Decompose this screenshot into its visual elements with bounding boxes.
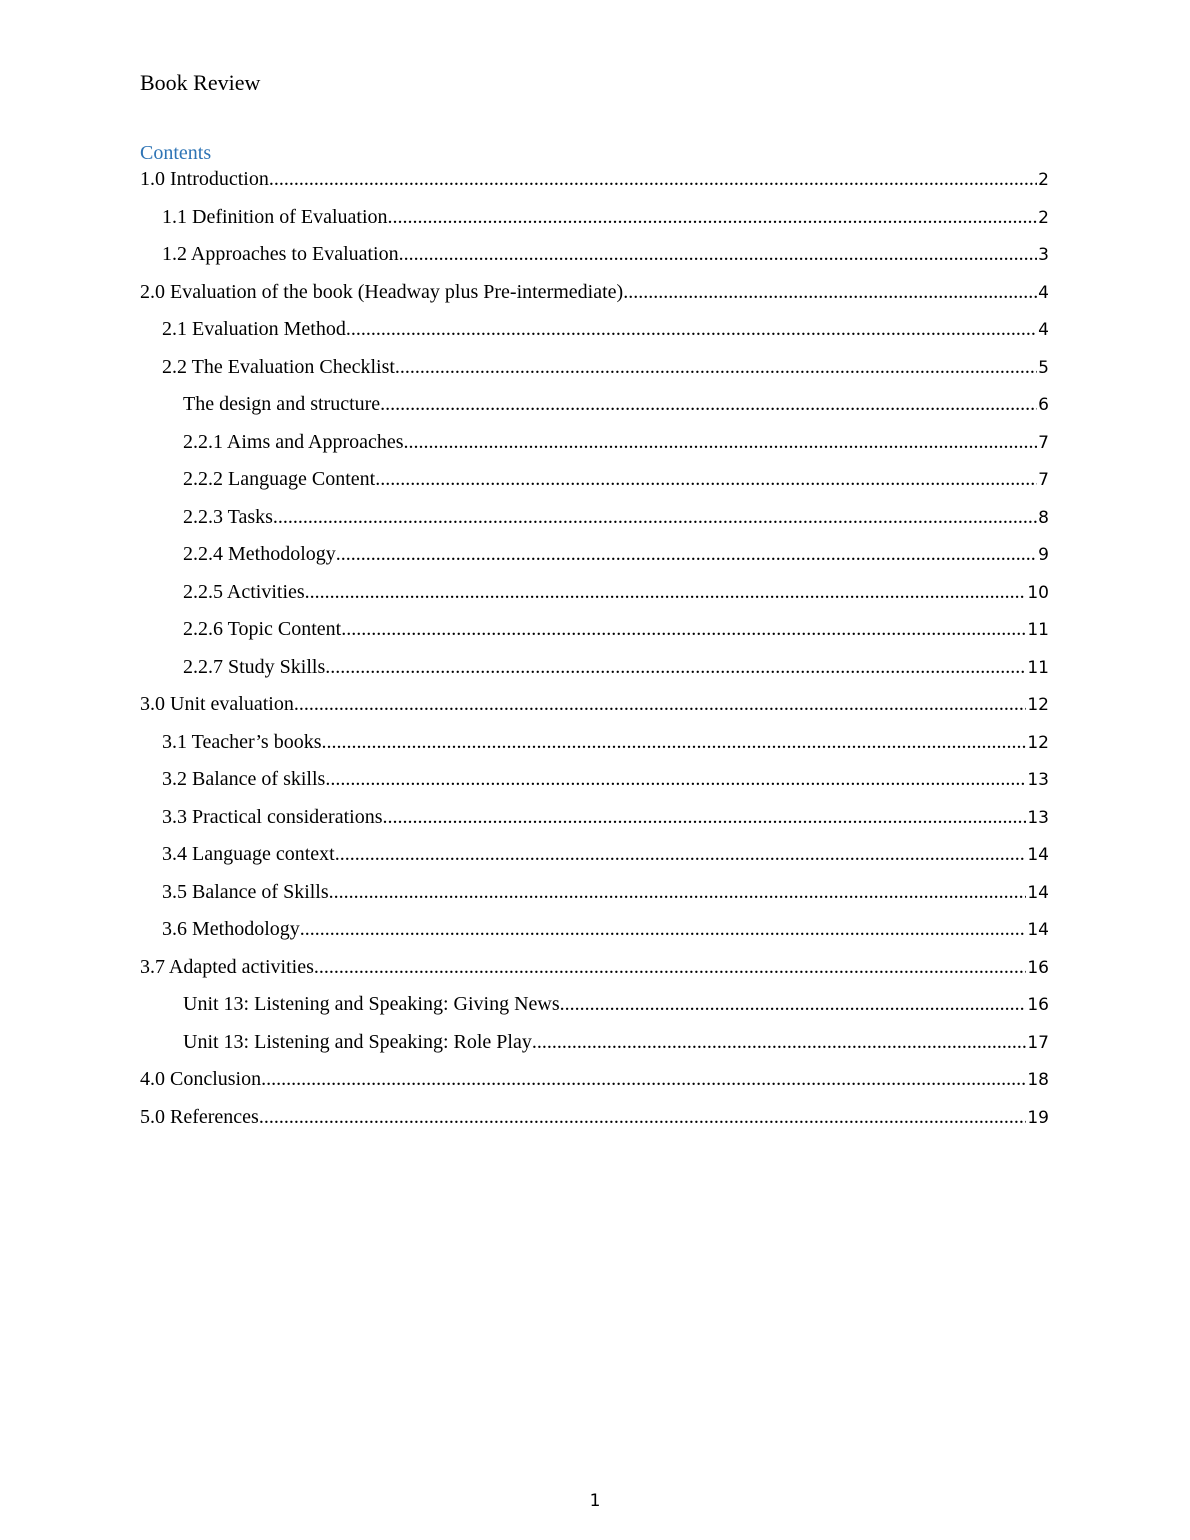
toc-dot-leader bbox=[269, 165, 1037, 193]
toc-entry-title[interactable]: 2.2.7 Study Skills bbox=[183, 655, 326, 678]
toc-dot-leader bbox=[532, 1028, 1027, 1056]
toc-entry-title[interactable]: 2.2.3 Tasks bbox=[183, 505, 273, 528]
toc-entry-page-number[interactable]: 7 bbox=[1038, 432, 1049, 453]
toc-entry[interactable] bbox=[140, 1028, 1049, 1066]
toc-entry-title[interactable]: 3.2 Balance of skills bbox=[162, 768, 326, 790]
toc-entry[interactable] bbox=[140, 840, 1049, 878]
toc-heading: Contents bbox=[140, 142, 212, 164]
toc-entry-page-number[interactable]: 13 bbox=[1027, 770, 1049, 790]
toc-dot-leader bbox=[325, 765, 1026, 793]
toc-dot-leader bbox=[261, 1065, 1026, 1093]
toc-dot-leader bbox=[341, 615, 1026, 643]
toc-entry-title[interactable]: 3.4 Language context bbox=[162, 843, 335, 865]
toc-entry-page-number[interactable]: 11 bbox=[1027, 620, 1049, 640]
toc-entry-title[interactable]: 3.3 Practical considerations bbox=[162, 805, 383, 828]
toc-entry-title[interactable]: Unit 13: Listening and Speaking: Giving News bbox=[183, 993, 560, 1015]
toc-entry[interactable] bbox=[140, 765, 1049, 803]
toc-entry[interactable] bbox=[140, 953, 1049, 991]
toc-dot-leader bbox=[335, 840, 1027, 868]
toc-entry-title[interactable]: 2.1 Evaluation Method bbox=[162, 318, 346, 340]
toc-entry[interactable] bbox=[140, 353, 1049, 391]
toc-entry-title[interactable]: 4.0 Conclusion bbox=[140, 1068, 262, 1090]
toc-entry[interactable] bbox=[140, 390, 1049, 428]
toc-entry-page-number[interactable]: 11 bbox=[1027, 657, 1049, 678]
toc-entry-page-number[interactable]: 4 bbox=[1038, 282, 1049, 303]
toc-entry-page-number[interactable]: 2 bbox=[1038, 170, 1049, 190]
toc-entry-page-number[interactable]: 3 bbox=[1038, 245, 1049, 265]
toc-entry-page-number[interactable]: 14 bbox=[1027, 845, 1049, 865]
toc-dot-leader bbox=[404, 428, 1038, 456]
toc-entry[interactable] bbox=[140, 990, 1049, 1028]
toc-entry-page-number[interactable]: 8 bbox=[1038, 507, 1049, 528]
toc-entry-page-number[interactable]: 2 bbox=[1038, 207, 1049, 228]
toc-entry-page-number[interactable]: 16 bbox=[1027, 957, 1049, 978]
toc-entry[interactable] bbox=[140, 1103, 1049, 1141]
toc-dot-leader bbox=[395, 353, 1037, 381]
toc-dot-leader bbox=[305, 578, 1027, 606]
toc-entry-title[interactable]: 2.0 Evaluation of the book (Headway plus Pre-intermediate) bbox=[140, 280, 624, 303]
toc-entry[interactable] bbox=[140, 803, 1049, 841]
toc-entry[interactable] bbox=[140, 165, 1049, 203]
toc-dot-leader bbox=[325, 653, 1026, 681]
toc-entry-page-number[interactable]: 6 bbox=[1038, 395, 1049, 415]
toc-dot-leader bbox=[259, 1103, 1027, 1131]
toc-entry-title[interactable]: 5.0 References bbox=[140, 1105, 259, 1128]
toc-dot-leader bbox=[383, 803, 1027, 831]
toc-entry-title[interactable]: 2.2.5 Activities bbox=[183, 580, 305, 603]
toc-entry[interactable] bbox=[140, 503, 1049, 541]
toc-dot-leader bbox=[560, 990, 1027, 1018]
toc-entry[interactable] bbox=[140, 240, 1049, 278]
toc-entry-page-number[interactable]: 13 bbox=[1027, 807, 1049, 828]
toc-entry-page-number[interactable]: 18 bbox=[1027, 1070, 1049, 1090]
toc-entry[interactable] bbox=[140, 578, 1049, 616]
toc-dot-leader bbox=[329, 878, 1027, 906]
toc-dot-leader bbox=[346, 315, 1037, 343]
toc-entry-title[interactable]: 1.2 Approaches to Evaluation bbox=[162, 243, 399, 265]
toc-entry-title[interactable]: 1.0 Introduction bbox=[140, 168, 269, 190]
toc-dot-leader bbox=[623, 278, 1037, 306]
toc-entry-page-number[interactable]: 17 bbox=[1027, 1032, 1049, 1053]
toc-entry[interactable] bbox=[140, 615, 1049, 653]
toc-entry[interactable] bbox=[140, 428, 1049, 466]
toc-dot-leader bbox=[375, 465, 1037, 493]
toc-entry[interactable] bbox=[140, 315, 1049, 353]
toc-entry[interactable] bbox=[140, 465, 1049, 503]
toc-entry[interactable] bbox=[140, 728, 1049, 766]
toc-entry-title[interactable]: 2.2.1 Aims and Approaches bbox=[183, 430, 404, 453]
toc-entry-title[interactable]: 2.2.4 Methodology bbox=[183, 543, 336, 565]
table-of-contents bbox=[140, 165, 1049, 1140]
toc-entry[interactable] bbox=[140, 915, 1049, 953]
toc-entry-page-number[interactable]: 14 bbox=[1027, 920, 1049, 940]
toc-entry[interactable] bbox=[140, 878, 1049, 916]
toc-entry-title[interactable]: 2.2.6 Topic Content bbox=[183, 618, 342, 640]
toc-entry[interactable] bbox=[140, 690, 1049, 728]
toc-dot-leader bbox=[300, 915, 1027, 943]
toc-entry-title[interactable]: The design and structure bbox=[183, 393, 381, 415]
toc-entry-title[interactable]: 2.2 The Evaluation Checklist bbox=[162, 355, 395, 378]
toc-dot-leader bbox=[336, 540, 1037, 568]
toc-entry-page-number[interactable]: 12 bbox=[1027, 732, 1049, 753]
toc-entry-page-number[interactable]: 14 bbox=[1027, 882, 1049, 903]
toc-entry-title[interactable]: 1.1 Definition of Evaluation bbox=[162, 205, 388, 228]
toc-entry-title[interactable]: 3.0 Unit evaluation bbox=[140, 693, 294, 715]
toc-dot-leader bbox=[322, 728, 1027, 756]
toc-entry-page-number[interactable]: 16 bbox=[1027, 995, 1049, 1015]
page-header-title: Book Review bbox=[140, 70, 261, 95]
toc-entry-page-number[interactable]: 5 bbox=[1038, 357, 1049, 378]
toc-dot-leader bbox=[380, 390, 1037, 418]
toc-dot-leader bbox=[388, 203, 1038, 231]
toc-entry-title[interactable]: Unit 13: Listening and Speaking: Role Play bbox=[183, 1030, 532, 1053]
toc-entry-page-number[interactable]: 10 bbox=[1027, 582, 1049, 603]
toc-entry[interactable] bbox=[140, 278, 1049, 316]
toc-entry-page-number[interactable]: 12 bbox=[1027, 695, 1049, 715]
toc-entry-title[interactable]: 2.2.2 Language Content bbox=[183, 468, 376, 490]
toc-entry-page-number[interactable]: 4 bbox=[1038, 320, 1049, 340]
toc-entry-page-number[interactable]: 7 bbox=[1038, 470, 1049, 490]
toc-entry[interactable] bbox=[140, 1065, 1049, 1103]
toc-entry-title[interactable]: 3.1 Teacher’s books bbox=[162, 730, 322, 753]
toc-dot-leader bbox=[314, 953, 1027, 981]
toc-entry[interactable] bbox=[140, 203, 1049, 241]
page-number: 1 bbox=[589, 1491, 601, 1511]
toc-dot-leader bbox=[399, 240, 1038, 268]
toc-entry-title[interactable]: 3.5 Balance of Skills bbox=[162, 880, 329, 903]
toc-entry[interactable] bbox=[140, 540, 1049, 578]
toc-dot-leader bbox=[273, 503, 1037, 531]
toc-entry-page-number[interactable]: 19 bbox=[1027, 1107, 1049, 1128]
toc-entry-title[interactable]: 3.7 Adapted activities bbox=[140, 955, 314, 978]
toc-entry[interactable] bbox=[140, 653, 1049, 691]
toc-entry-page-number[interactable]: 9 bbox=[1038, 545, 1049, 565]
toc-entry-title[interactable]: 3.6 Methodology bbox=[162, 918, 300, 940]
toc-dot-leader bbox=[294, 690, 1027, 718]
